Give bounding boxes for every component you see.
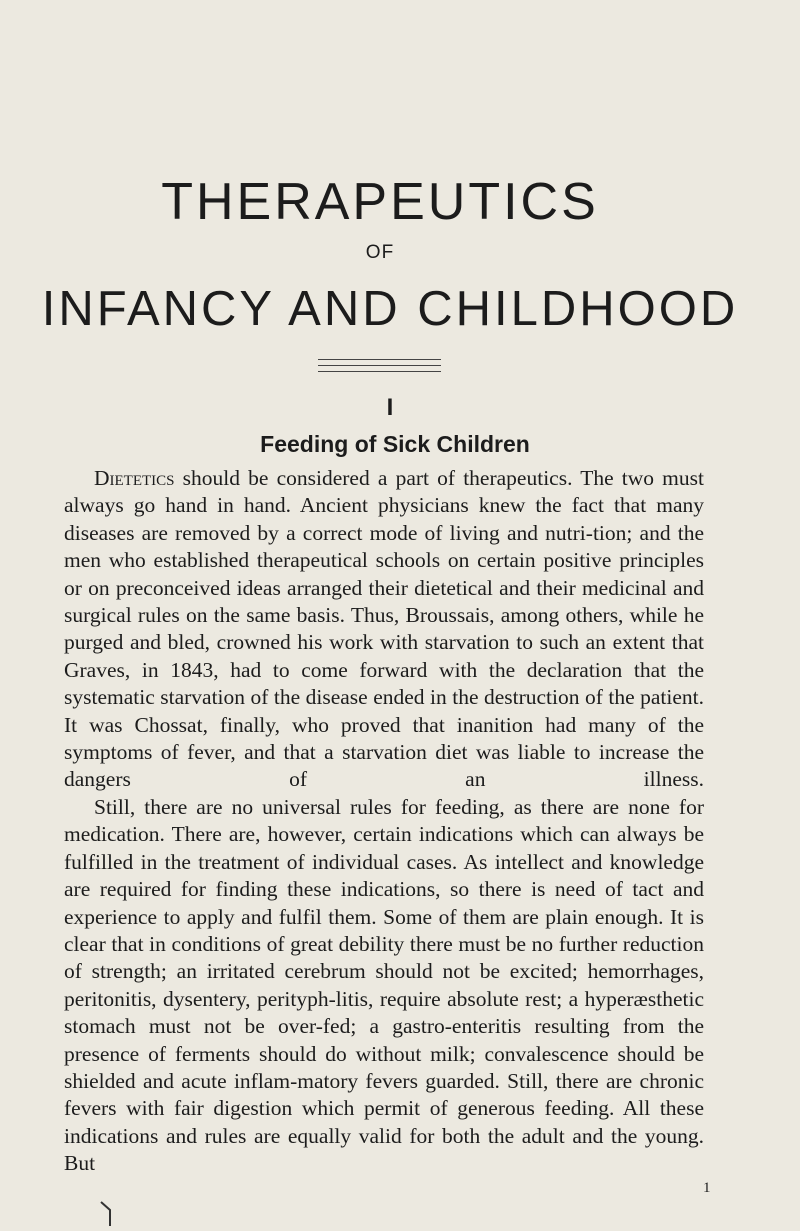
divider-rule-middle (318, 365, 441, 366)
book-title-of: OF (365, 242, 395, 263)
paragraph-1 (64, 465, 704, 794)
chapter-title: Feeding of Sick Children (260, 431, 530, 457)
chapter-number: I (386, 394, 394, 421)
divider-rule-bottom (318, 371, 441, 372)
scan-corner-mark (100, 1200, 112, 1226)
book-title-line1: THERAPEUTICS (161, 173, 599, 231)
paragraph-lead-word: Dietetics (94, 466, 175, 490)
paragraph-2: Still, there are no universal rules for feeding, as there are none for medication. There are, however, certain indications which can always be fulfilled in the treatment of individual cases. As intellect and knowledge are required for finding these indications, so there is need of tact and experience to apply and fulfil them. Some of them are plain enough. It is clear that in conditions of great debility there must be no further reduction of strength; an irritated cerebrum should not be excited; hemorrhages, peritonitis, dysentery, perityph-litis, require absolute rest; a hyperæsthetic stomach must not be over-fed; a gastro-enteritis resulting from the presence of ferments should do without milk; convalescence should be shielded and acute inflam-matory fevers guarded. Still, there are chronic fevers with fair digestion which permit of generous feeding. All these indications and rules are equally valid for both the adult and the young. But (64, 794, 704, 1176)
book-title-line2: INFANCY AND CHILDHOOD (41, 282, 739, 336)
body-text (64, 465, 704, 1178)
divider-rule-top (318, 359, 441, 360)
paragraph-1-text: should be considered a part of therapeutics. The two must always go hand in hand. Ancient physicians knew the fact that many diseases are removed by a correct mode of living and nutri-tion; and the men who established therapeutical schools on certain positive principles or on preconceived ideas arranged their dietetical and their medicinal and surgical rules on the same basis. Thus, Broussais, among others, while he purged and bled, crowned his work with starvation to such an extent that Graves, in 1843, had to come forward with the declaration that the systematic starvation of the disease ended in the destruction of the patient. It was Chossat, finally, who proved that inanition had many of the symptoms of fever, and that a starvation diet was liable to increase the dangers of an illness. (64, 466, 704, 792)
page-number: 1 (703, 1180, 711, 1196)
